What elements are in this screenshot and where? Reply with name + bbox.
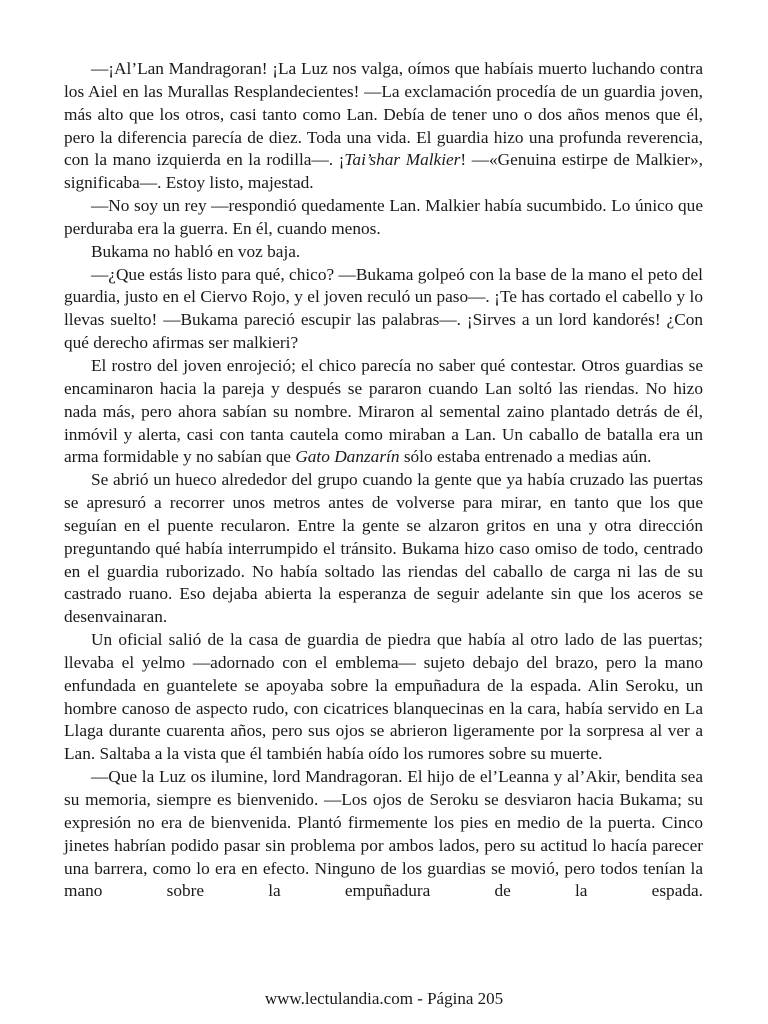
paragraph: Se abrió un hueco alrededor del grupo cuando la gente que ya había cruzado las puertas se apresuró a recorrer unos metros antes de volverse para mirar, en tanto que los que seguían en el puente recularon. Entre la gente se alzaron gritos en una y otra dirección preguntando qué había interrumpido el tránsito. Bukama hizo caso omiso de todo, centrado en el guardia ruborizado. No había soltado las riendas del caballo de carga ni las de su castrado ruano. Eso dejaba abierta la esperanza de seguir adelante sin que los aceros se desenvainaran. xyxy=(64,470,703,627)
paragraph: —¿Que estás listo para qué, chico? —Bukama golpeó con la base de la mano el peto del guardia, justo en el Ciervo Rojo, y el joven reculó un paso—. ¡Te has cortado el cabello y lo llevas suelto! —Bukama pareció escupir las palabras—. ¡Sirves a un lord kandorés! ¿Con qué derecho afirmas ser malkieri? xyxy=(64,264,703,353)
body-text xyxy=(64,58,703,903)
page-footer: www.lectulandia.com - Página 205 xyxy=(264,989,504,1008)
italic-phrase: Tai’shar Malkier xyxy=(344,150,461,170)
italic-phrase: Gato Danzarín xyxy=(295,447,400,467)
paragraph: —Que la Luz os ilumine, lord Mandragoran. El hijo de el’Leanna y al’Akir, bendita sea su memoria, siempre es bienvenido. —Los ojos de Seroku se desviaron hacia Bukama; su expresión no era de bienvenida. Plantó firmemente los pies en medio de la puerta. Cinco jinetes habrían podido pasar sin problema por ambos lados, pero su actitud lo hacía parecer una barrera, como lo era en efecto. Ninguno de los guardias se movió, pero todos tenían la mano sobre la empuñadura de la espada. xyxy=(64,767,703,901)
paragraph: El rostro del joven enrojeció; el chico parecía no saber qué contestar. Otros guardias se encaminaron hacia la pareja y después se pararon cuando Lan soltó las riendas. No hizo nada más, pero ahora sabían su nombre. Miraron al semental zaino plantado detrás de él, inmóvil y alerta, casi con tanta cautela como miraban a Lan. Un caballo de batalla era un arma formidable y no sabían que Gato Danzarín sólo estaba entrenado a medias aún. xyxy=(64,355,703,467)
paragraph: Bukama no habló en voz baja. xyxy=(91,241,301,261)
paragraph: —¡Al’Lan Mandragoran! ¡La Luz nos valga, oímos que habíais muerto luchando contra los Aiel en las Murallas Resplandecientes! —La exclamación procedía de un guardia joven, más alto que los otros, casi tanto como Lan. Debía de tener uno o dos años menos que él, pero la diferencia parecía de diez. Toda una vida. El guardia hizo una profunda reverencia, con la mano izquierda en la rodilla—. ¡Tai’shar Malkier! —«Genuina estirpe de Malkier», significaba—. Estoy listo, majestad. xyxy=(64,59,703,193)
paragraph: Un oficial salió de la casa de guardia de piedra que había al otro lado de las puertas; llevaba el yelmo —adornado con el emblema— sujeto debajo del brazo, pero la mano enfundada en guantelete se apoyaba sobre la empuñadura de la espada. Alin Seroku, un hombre canoso de aspecto rudo, con cicatrices blanquecinas en la cara, había servido en La Llaga durante cuarenta años, pero sus ojos se abrieron ligeramente por la sorpresa al ver a Lan. Saltaba a la vista que él también había oído los rumores sobre su muerte. xyxy=(64,630,703,764)
paragraph: —No soy un rey —respondió quedamente Lan. Malkier había sucumbido. Lo único que perduraba era la guerra. En él, cuando menos. xyxy=(64,196,703,238)
